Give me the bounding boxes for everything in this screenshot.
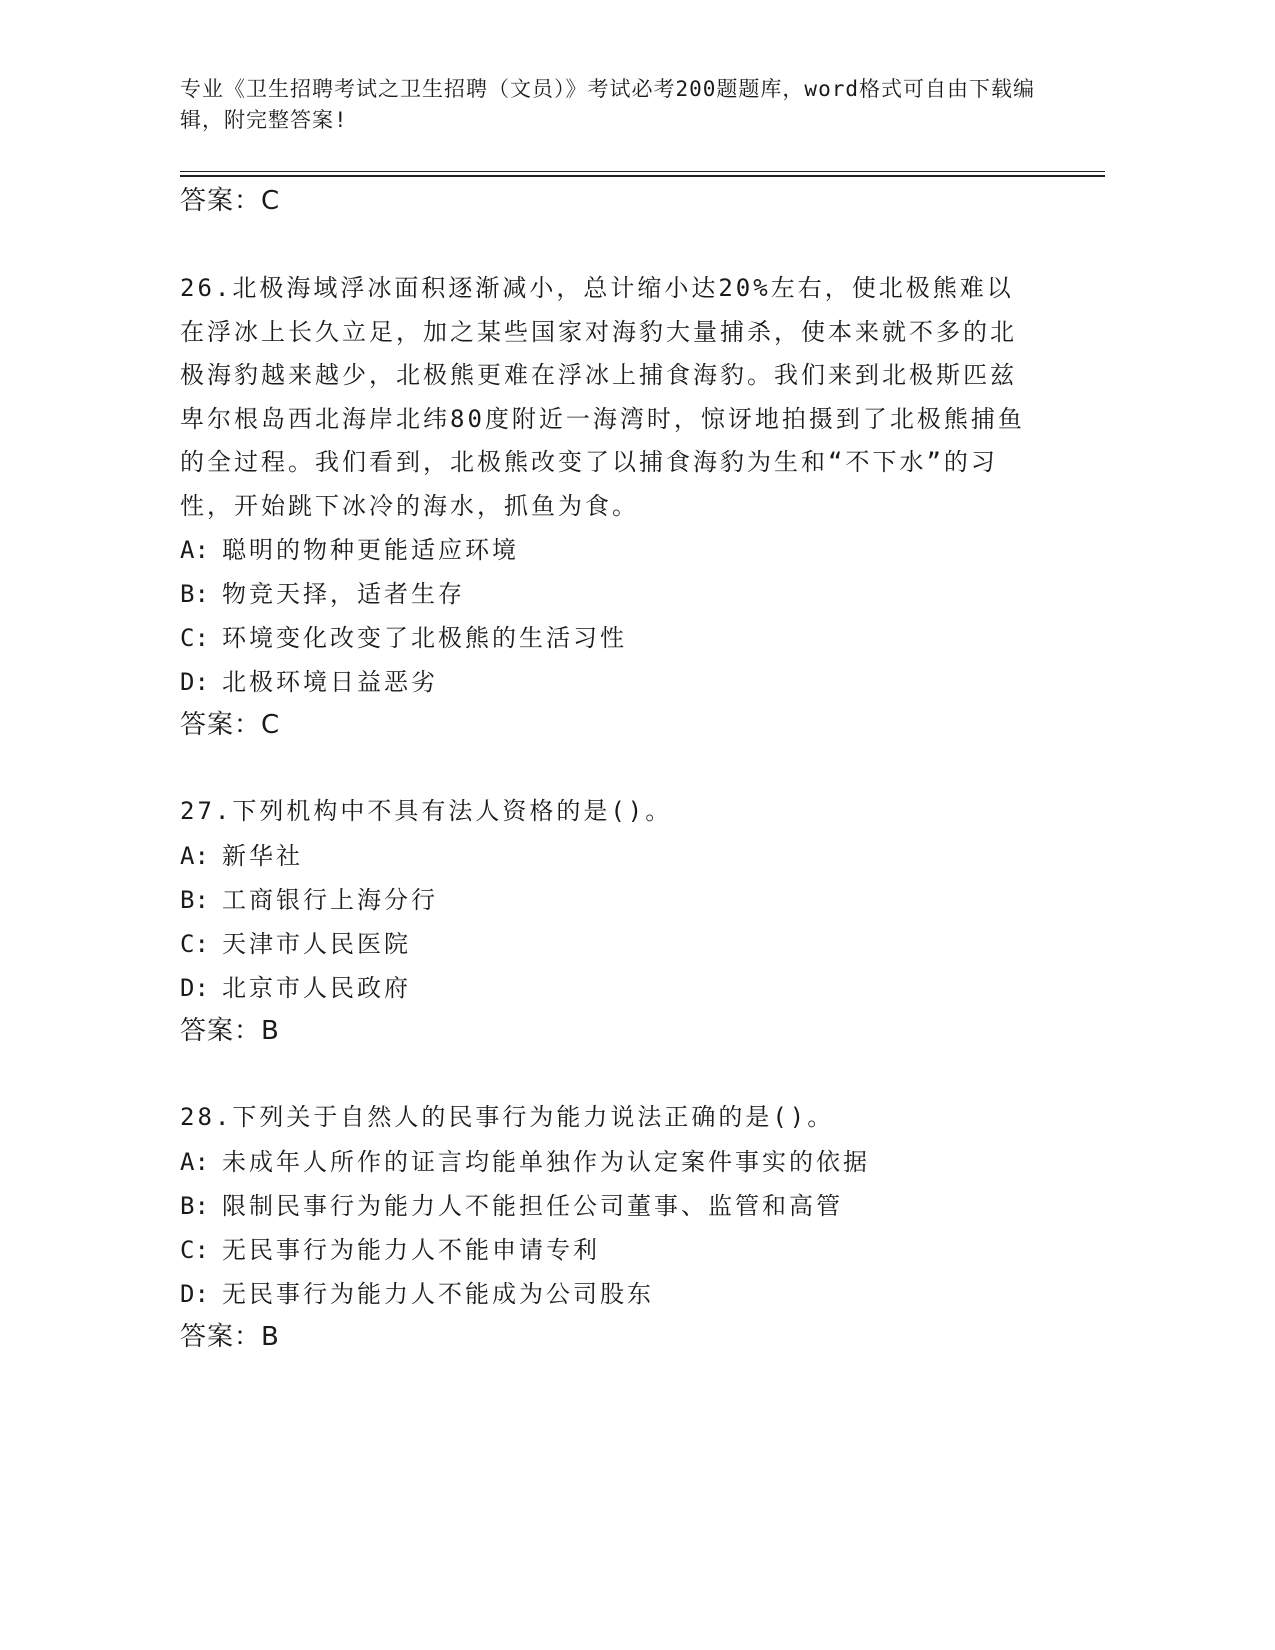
option-c — [180, 616, 1040, 660]
answer-line: 答案：C — [180, 186, 281, 216]
option-d — [180, 966, 1040, 1010]
question-28 — [180, 1096, 1040, 1352]
option-key: D: — [180, 1279, 209, 1308]
option-d — [180, 1272, 1040, 1316]
option-key: D: — [180, 668, 209, 696]
option-text: 限制民事行为能力人不能担任公司董事、监管和高管 — [222, 1191, 843, 1220]
option-key: D: — [180, 973, 209, 1002]
option-d — [180, 660, 1040, 704]
option-key: B: — [180, 580, 209, 608]
option-key: A: — [180, 841, 209, 870]
question-stem: 27.下列机构中不具有法人资格的是()。 — [180, 797, 673, 825]
option-c — [180, 1228, 1040, 1272]
option-key: B: — [180, 1191, 209, 1220]
header-rule-thick — [180, 175, 1105, 177]
option-text: 物竞天择，适者生存 — [222, 580, 465, 608]
document-header: 专业《卫生招聘考试之卫生招聘（文员）》考试必考200题题库，word格式可自由下载编辑，附完整答案! — [180, 77, 1035, 132]
option-b — [180, 1184, 1040, 1228]
option-key: C: — [180, 929, 209, 958]
answer-line: 答案：B — [180, 1321, 280, 1352]
option-text: 环境变化改变了北极熊的生活习性 — [222, 624, 627, 652]
answer-line: 答案：B — [180, 1015, 280, 1046]
option-key: C: — [180, 1235, 209, 1264]
option-text: 工商银行上海分行 — [222, 885, 438, 914]
option-text: 未成年人所作的证言均能单独作为认定案件事实的依据 — [222, 1147, 870, 1176]
option-c — [180, 922, 1040, 966]
header-rule-thin — [180, 171, 1105, 172]
previous-answer-block — [180, 186, 1040, 216]
question-27 — [180, 790, 1040, 1046]
option-text: 无民事行为能力人不能申请专利 — [222, 1235, 600, 1264]
option-text: 北极环境日益恶劣 — [222, 668, 438, 696]
option-text: 无民事行为能力人不能成为公司股东 — [222, 1279, 654, 1308]
option-key: C: — [180, 624, 209, 652]
option-text: 新华社 — [222, 841, 303, 870]
option-a — [180, 1140, 1040, 1184]
option-text: 北京市人民政府 — [222, 973, 411, 1002]
option-text: 天津市人民医院 — [222, 929, 411, 958]
question-stem: 26.北极海域浮冰面积逐渐减小，总计缩小达20%左右，使北极熊难以在浮冰上长久立足，加之某些国家对海豹大量捕杀，使本来就不多的北极海豹越来越少，北极熊更难在浮冰上捕食海豹。我们来到北极斯匹兹卑尔根岛西北海岸北纬80度附近一海湾时，惊讶地拍摄到了北极熊捕鱼的全过程。我们看到，北极熊改变了以捕食海豹为生和“不下水”的习性，开始跳下冰冷的海水，抓鱼为食。 — [180, 274, 1025, 520]
option-b — [180, 878, 1040, 922]
option-a — [180, 528, 1040, 572]
option-key: A: — [180, 1147, 209, 1176]
option-b — [180, 572, 1040, 616]
answer-line: 答案：C — [180, 710, 281, 740]
option-key: B: — [180, 885, 209, 914]
question-26 — [180, 267, 1040, 740]
option-a — [180, 834, 1040, 878]
option-text: 聪明的物种更能适应环境 — [222, 536, 519, 564]
option-key: A: — [180, 536, 209, 564]
question-stem: 28.下列关于自然人的民事行为能力说法正确的是()。 — [180, 1103, 835, 1131]
